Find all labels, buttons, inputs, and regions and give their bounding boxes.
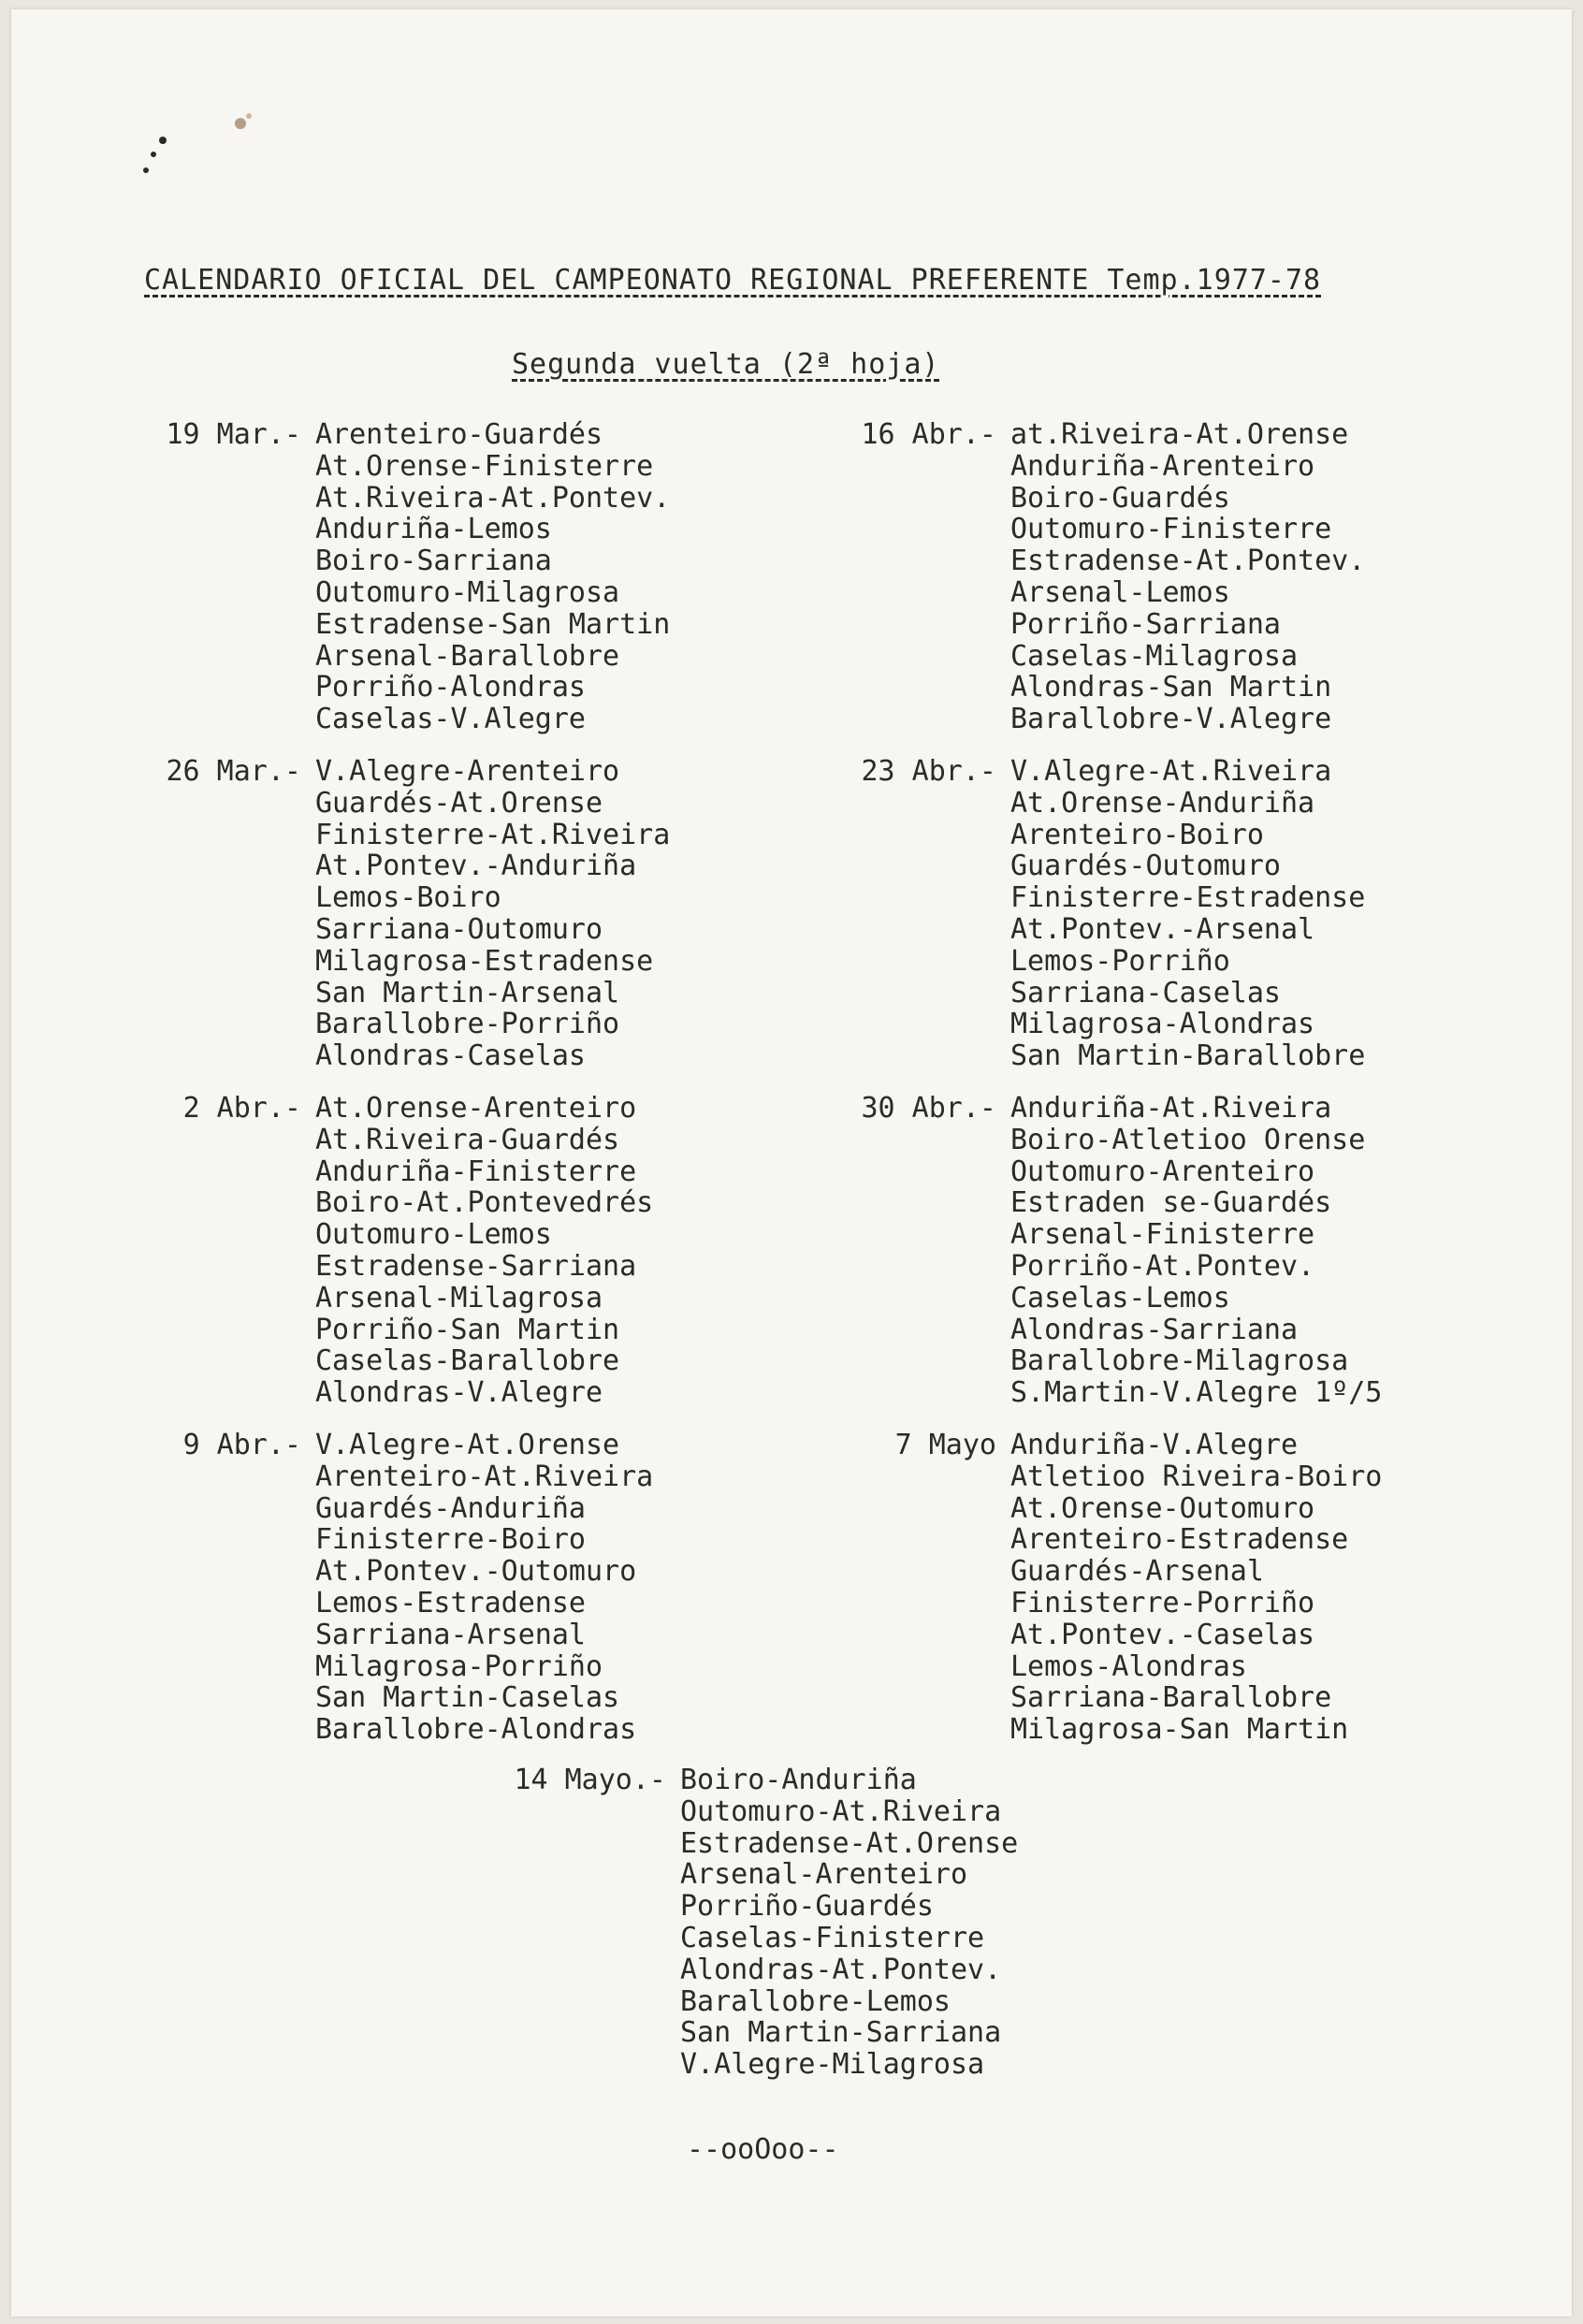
round-date: 14 Mayo.- xyxy=(514,1764,666,1796)
round-date: 26 Mar.- xyxy=(166,755,301,788)
match-item: Arsenal-Lemos xyxy=(1010,575,1230,609)
round-date: 30 Abr.- xyxy=(861,1092,996,1125)
match-item: Arsenal-Milagrosa xyxy=(315,1281,603,1315)
match-item: Arenteiro-Guardés xyxy=(315,418,603,451)
match-item: At.Pontev.-Outomuro xyxy=(315,1555,637,1589)
match-item: San Martin-Sarriana xyxy=(680,2016,1002,2050)
match-item: Alondras-Sarriana xyxy=(1010,1313,1299,1346)
match-item: Arsenal-Barallobre xyxy=(315,639,620,673)
round-date: 7 Mayo xyxy=(894,1429,996,1461)
match-item: Guardés-At.Orense xyxy=(315,786,603,820)
match-item: V.Alegre-At.Orense xyxy=(315,1429,620,1461)
match-item: Barallobre-Porriño xyxy=(315,1008,620,1041)
match-item: S.Martin-V.Alegre 1º/5 xyxy=(1010,1376,1383,1410)
document-subtitle: Segunda vuelta (2ª hoja) xyxy=(512,348,940,381)
match-item: Caselas-Finisterre xyxy=(680,1921,985,1954)
match-item: Outomuro-Finisterre xyxy=(1010,513,1332,546)
footer-mark: --ooOoo-- xyxy=(687,2133,839,2166)
match-list xyxy=(1010,419,1365,735)
match-list xyxy=(315,419,670,735)
match-item: Estradense-Sarriana xyxy=(315,1249,637,1283)
match-item: Barallobre-Lemos xyxy=(680,1984,951,2018)
match-item: Arenteiro-Boiro xyxy=(1010,818,1264,851)
match-item: Milagrosa-Estradense xyxy=(315,944,654,978)
match-item: Caselas-Milagrosa xyxy=(1010,639,1299,673)
match-item: At.Riveira-At.Pontev. xyxy=(315,481,671,515)
match-item: Boiro-Anduriña xyxy=(680,1764,917,1796)
match-item: Arsenal-Arenteiro xyxy=(680,1858,968,1892)
match-item: Anduriña-Arenteiro xyxy=(1010,449,1315,483)
match-item: Caselas-Lemos xyxy=(1010,1281,1230,1315)
match-item: Sarriana-Outomuro xyxy=(315,912,603,946)
round-date: 23 Abr.- xyxy=(861,755,996,788)
match-item: At.Pontev.-Caselas xyxy=(1010,1618,1315,1651)
match-item: Porriño-Guardés xyxy=(680,1890,934,1924)
match-list xyxy=(315,1430,653,1746)
match-item: Outomuro-At.Riveira xyxy=(680,1794,1002,1828)
match-item: Milagrosa-Alondras xyxy=(1010,1008,1315,1041)
match-item: San Martin-Caselas xyxy=(315,1681,620,1715)
match-item: Atletioo Riveira-Boiro xyxy=(1010,1460,1383,1493)
match-item: V.Alegre-Arenteiro xyxy=(315,755,620,788)
round-date: 19 Mar.- xyxy=(166,418,301,451)
match-list xyxy=(315,1093,653,1409)
match-item: Lemos-Boiro xyxy=(315,881,501,915)
match-item: Barallobre-V.Alegre xyxy=(1010,703,1332,736)
match-item: San Martin-Barallobre xyxy=(1010,1039,1366,1073)
match-item: Anduriña-At.Riveira xyxy=(1010,1092,1332,1125)
match-item: Finisterre-At.Riveira xyxy=(315,818,671,851)
match-item: Porriño-Alondras xyxy=(315,671,586,704)
match-item: At.Orense-Anduriña xyxy=(1010,786,1315,820)
match-item: V.Alegre-Milagrosa xyxy=(680,2048,985,2082)
match-item: Boiro-At.Pontevedrés xyxy=(315,1186,654,1220)
match-item: Porriño-At.Pontev. xyxy=(1010,1249,1315,1283)
match-item: At.Riveira-Guardés xyxy=(315,1123,620,1156)
match-item: Arenteiro-Estradense xyxy=(1010,1523,1349,1557)
match-item: At.Pontev.-Anduriña xyxy=(315,850,637,883)
match-item: Guardés-Outomuro xyxy=(1010,850,1281,883)
match-item: Sarriana-Arsenal xyxy=(315,1618,586,1651)
match-item: Estradense-At.Pontev. xyxy=(1010,545,1366,578)
match-item: Anduriña-Finisterre xyxy=(315,1155,637,1188)
match-list xyxy=(315,756,670,1072)
match-item: Boiro-Sarriana xyxy=(315,545,552,578)
match-item: Alondras-V.Alegre xyxy=(315,1376,603,1410)
paper-sheet xyxy=(11,9,1572,2317)
match-item: San Martin-Arsenal xyxy=(315,976,620,1009)
match-item: Sarriana-Caselas xyxy=(1010,976,1281,1009)
match-item: At.Orense-Finisterre xyxy=(315,449,654,483)
match-list xyxy=(1010,1430,1382,1746)
match-item: Estradense-San Martin xyxy=(315,607,671,641)
match-item: Barallobre-Alondras xyxy=(315,1713,637,1747)
match-item: Milagrosa-Porriño xyxy=(315,1649,603,1683)
match-item: Porriño-San Martin xyxy=(315,1313,620,1346)
match-item: Arenteiro-At.Riveira xyxy=(315,1460,654,1493)
match-item: Milagrosa-San Martin xyxy=(1010,1713,1349,1747)
round-date: 16 Abr.- xyxy=(861,418,996,451)
match-item: Barallobre-Milagrosa xyxy=(1010,1344,1349,1378)
match-list xyxy=(680,1765,1018,2081)
match-item: Caselas-Barallobre xyxy=(315,1344,620,1378)
match-item: Estradense-At.Orense xyxy=(680,1826,1019,1860)
match-item: Alondras-San Martin xyxy=(1010,671,1332,704)
match-item: Finisterre-Estradense xyxy=(1010,881,1366,915)
match-item: Finisterre-Boiro xyxy=(315,1523,586,1557)
match-item: Porriño-Sarriana xyxy=(1010,607,1281,641)
match-item: Finisterre-Porriño xyxy=(1010,1586,1315,1620)
match-item: Outomuro-Lemos xyxy=(315,1218,552,1252)
match-item: Lemos-Porriño xyxy=(1010,944,1230,978)
match-item: Lemos-Alondras xyxy=(1010,1649,1247,1683)
match-item: Anduriña-Lemos xyxy=(315,513,552,546)
match-item: V.Alegre-At.Riveira xyxy=(1010,755,1332,788)
match-item: Lemos-Estradense xyxy=(315,1586,586,1620)
match-item: Anduriña-V.Alegre xyxy=(1010,1429,1299,1461)
round-date: 9 Abr.- xyxy=(182,1429,301,1461)
match-item: Sarriana-Barallobre xyxy=(1010,1681,1332,1715)
match-item: At.Orense-Outomuro xyxy=(1010,1491,1315,1525)
match-item: Boiro-Atletioo Orense xyxy=(1010,1123,1366,1156)
match-list xyxy=(1010,756,1365,1072)
match-item: Guardés-Arsenal xyxy=(1010,1555,1264,1589)
document-title: CALENDARIO OFICIAL DEL CAMPEONATO REGIONAL PREFERENTE Temp.1977-78 xyxy=(144,264,1322,297)
match-item: At.Pontev.-Arsenal xyxy=(1010,912,1315,946)
match-item: Outomuro-Arenteiro xyxy=(1010,1155,1315,1188)
match-item: At.Orense-Arenteiro xyxy=(315,1092,637,1125)
match-item: at.Riveira-At.Orense xyxy=(1010,418,1349,451)
match-item: Guardés-Anduriña xyxy=(315,1491,586,1525)
match-list xyxy=(1010,1093,1382,1409)
match-item: Boiro-Guardés xyxy=(1010,481,1230,515)
ink-specks xyxy=(133,103,283,215)
match-item: Arsenal-Finisterre xyxy=(1010,1218,1315,1252)
match-item: Alondras-At.Pontev. xyxy=(680,1953,1002,1986)
match-item: Estraden se-Guardés xyxy=(1010,1186,1332,1220)
round-date: 2 Abr.- xyxy=(182,1092,301,1125)
match-item: Caselas-V.Alegre xyxy=(315,703,586,736)
match-item: Outomuro-Milagrosa xyxy=(315,575,620,609)
match-item: Alondras-Caselas xyxy=(315,1039,586,1073)
